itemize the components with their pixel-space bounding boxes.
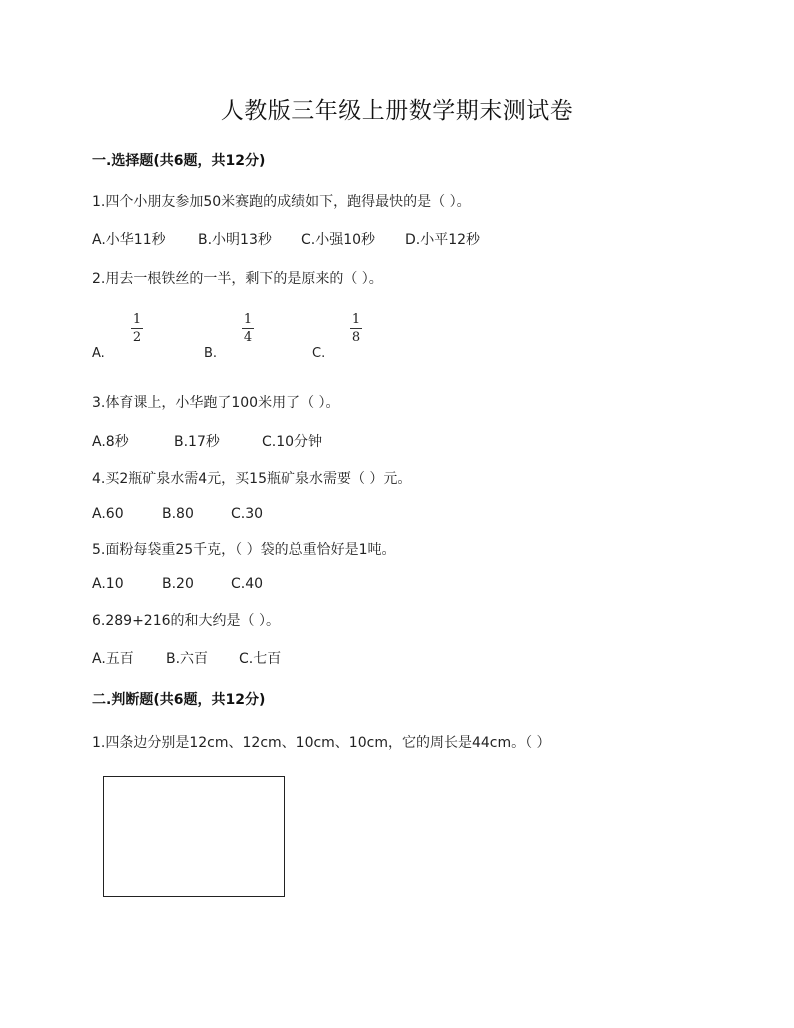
section-heading-judgement: 二.判断题(共6题，共12分) — [92, 692, 266, 708]
option-a[interactable]: A.8秒 — [92, 434, 129, 450]
option-b[interactable]: B.80 — [162, 506, 194, 522]
question-4-text: 4.买2瓶矿泉水需4元，买15瓶矿泉水需要（ ）元。 — [92, 471, 412, 487]
fraction-numerator: 1 — [132, 312, 142, 327]
question-3-options — [92, 431, 322, 451]
option-d[interactable]: D.小平12秒 — [405, 232, 481, 248]
fraction-bar — [350, 328, 362, 329]
question-1-options — [92, 229, 480, 249]
option-c[interactable]: C.七百 — [239, 651, 282, 667]
option-letter: C. — [312, 346, 326, 361]
option-a[interactable]: A.60 — [92, 506, 124, 522]
question-6-text: 6.289+216的和大约是（ ）。 — [92, 613, 280, 629]
page-title: 人教版三年级上册数学期末测试卷 — [220, 98, 574, 124]
fraction-denominator: 8 — [351, 330, 361, 345]
option-b[interactable]: B.六百 — [166, 651, 209, 667]
option-letter: B. — [204, 346, 218, 361]
option-a[interactable]: A.小华11秒 — [92, 232, 166, 248]
fraction-one-half — [131, 313, 143, 345]
fraction-numerator: 1 — [351, 312, 361, 327]
option-c[interactable]: C.40 — [231, 576, 264, 592]
fraction-denominator: 2 — [132, 330, 142, 345]
option-a[interactable]: A.10 — [92, 576, 124, 592]
fraction-numerator: 1 — [243, 312, 253, 327]
option-b[interactable]: B.17秒 — [174, 434, 220, 450]
section-heading-choice: 一.选择题(共6题，共12分) — [92, 153, 266, 169]
question-1-text: 1.四个小朋友参加50米赛跑的成绩如下，跑得最快的是（ ）。 — [92, 194, 471, 210]
option-b[interactable]: B.20 — [162, 576, 194, 592]
fraction-bar — [131, 328, 143, 329]
fraction-one-eighth — [350, 313, 362, 345]
question-2-option-b[interactable] — [204, 342, 217, 361]
question-4-options — [92, 506, 263, 522]
question-2-option-c[interactable] — [312, 342, 325, 361]
question-5-text: 5.面粉每袋重25千克，（ ）袋的总重恰好是1吨。 — [92, 542, 396, 558]
option-a[interactable]: A.五百 — [92, 651, 134, 667]
option-c[interactable]: C.30 — [231, 506, 264, 522]
question-2-option-a[interactable] — [92, 342, 105, 361]
fraction-bar — [242, 328, 254, 329]
question-2-text: 2.用去一根铁丝的一半，剩下的是原来的（ ）。 — [92, 271, 383, 287]
option-c[interactable]: C.10分钟 — [262, 434, 323, 450]
question-6-options — [92, 648, 281, 668]
option-letter: A. — [92, 346, 105, 361]
question-5-options — [92, 576, 263, 592]
fraction-one-quarter — [242, 313, 254, 345]
question-3-text: 3.体育课上，小华跑了100米用了（ ）。 — [92, 395, 340, 411]
fraction-denominator: 4 — [243, 330, 253, 345]
option-c[interactable]: C.小强10秒 — [301, 232, 376, 248]
option-b[interactable]: B.小明13秒 — [198, 232, 272, 248]
judgement-question-1-text: 1.四条边分别是12cm、12cm、10cm、10cm，它的周长是44cm。（ ） — [92, 735, 551, 751]
rectangle-figure — [103, 776, 285, 897]
